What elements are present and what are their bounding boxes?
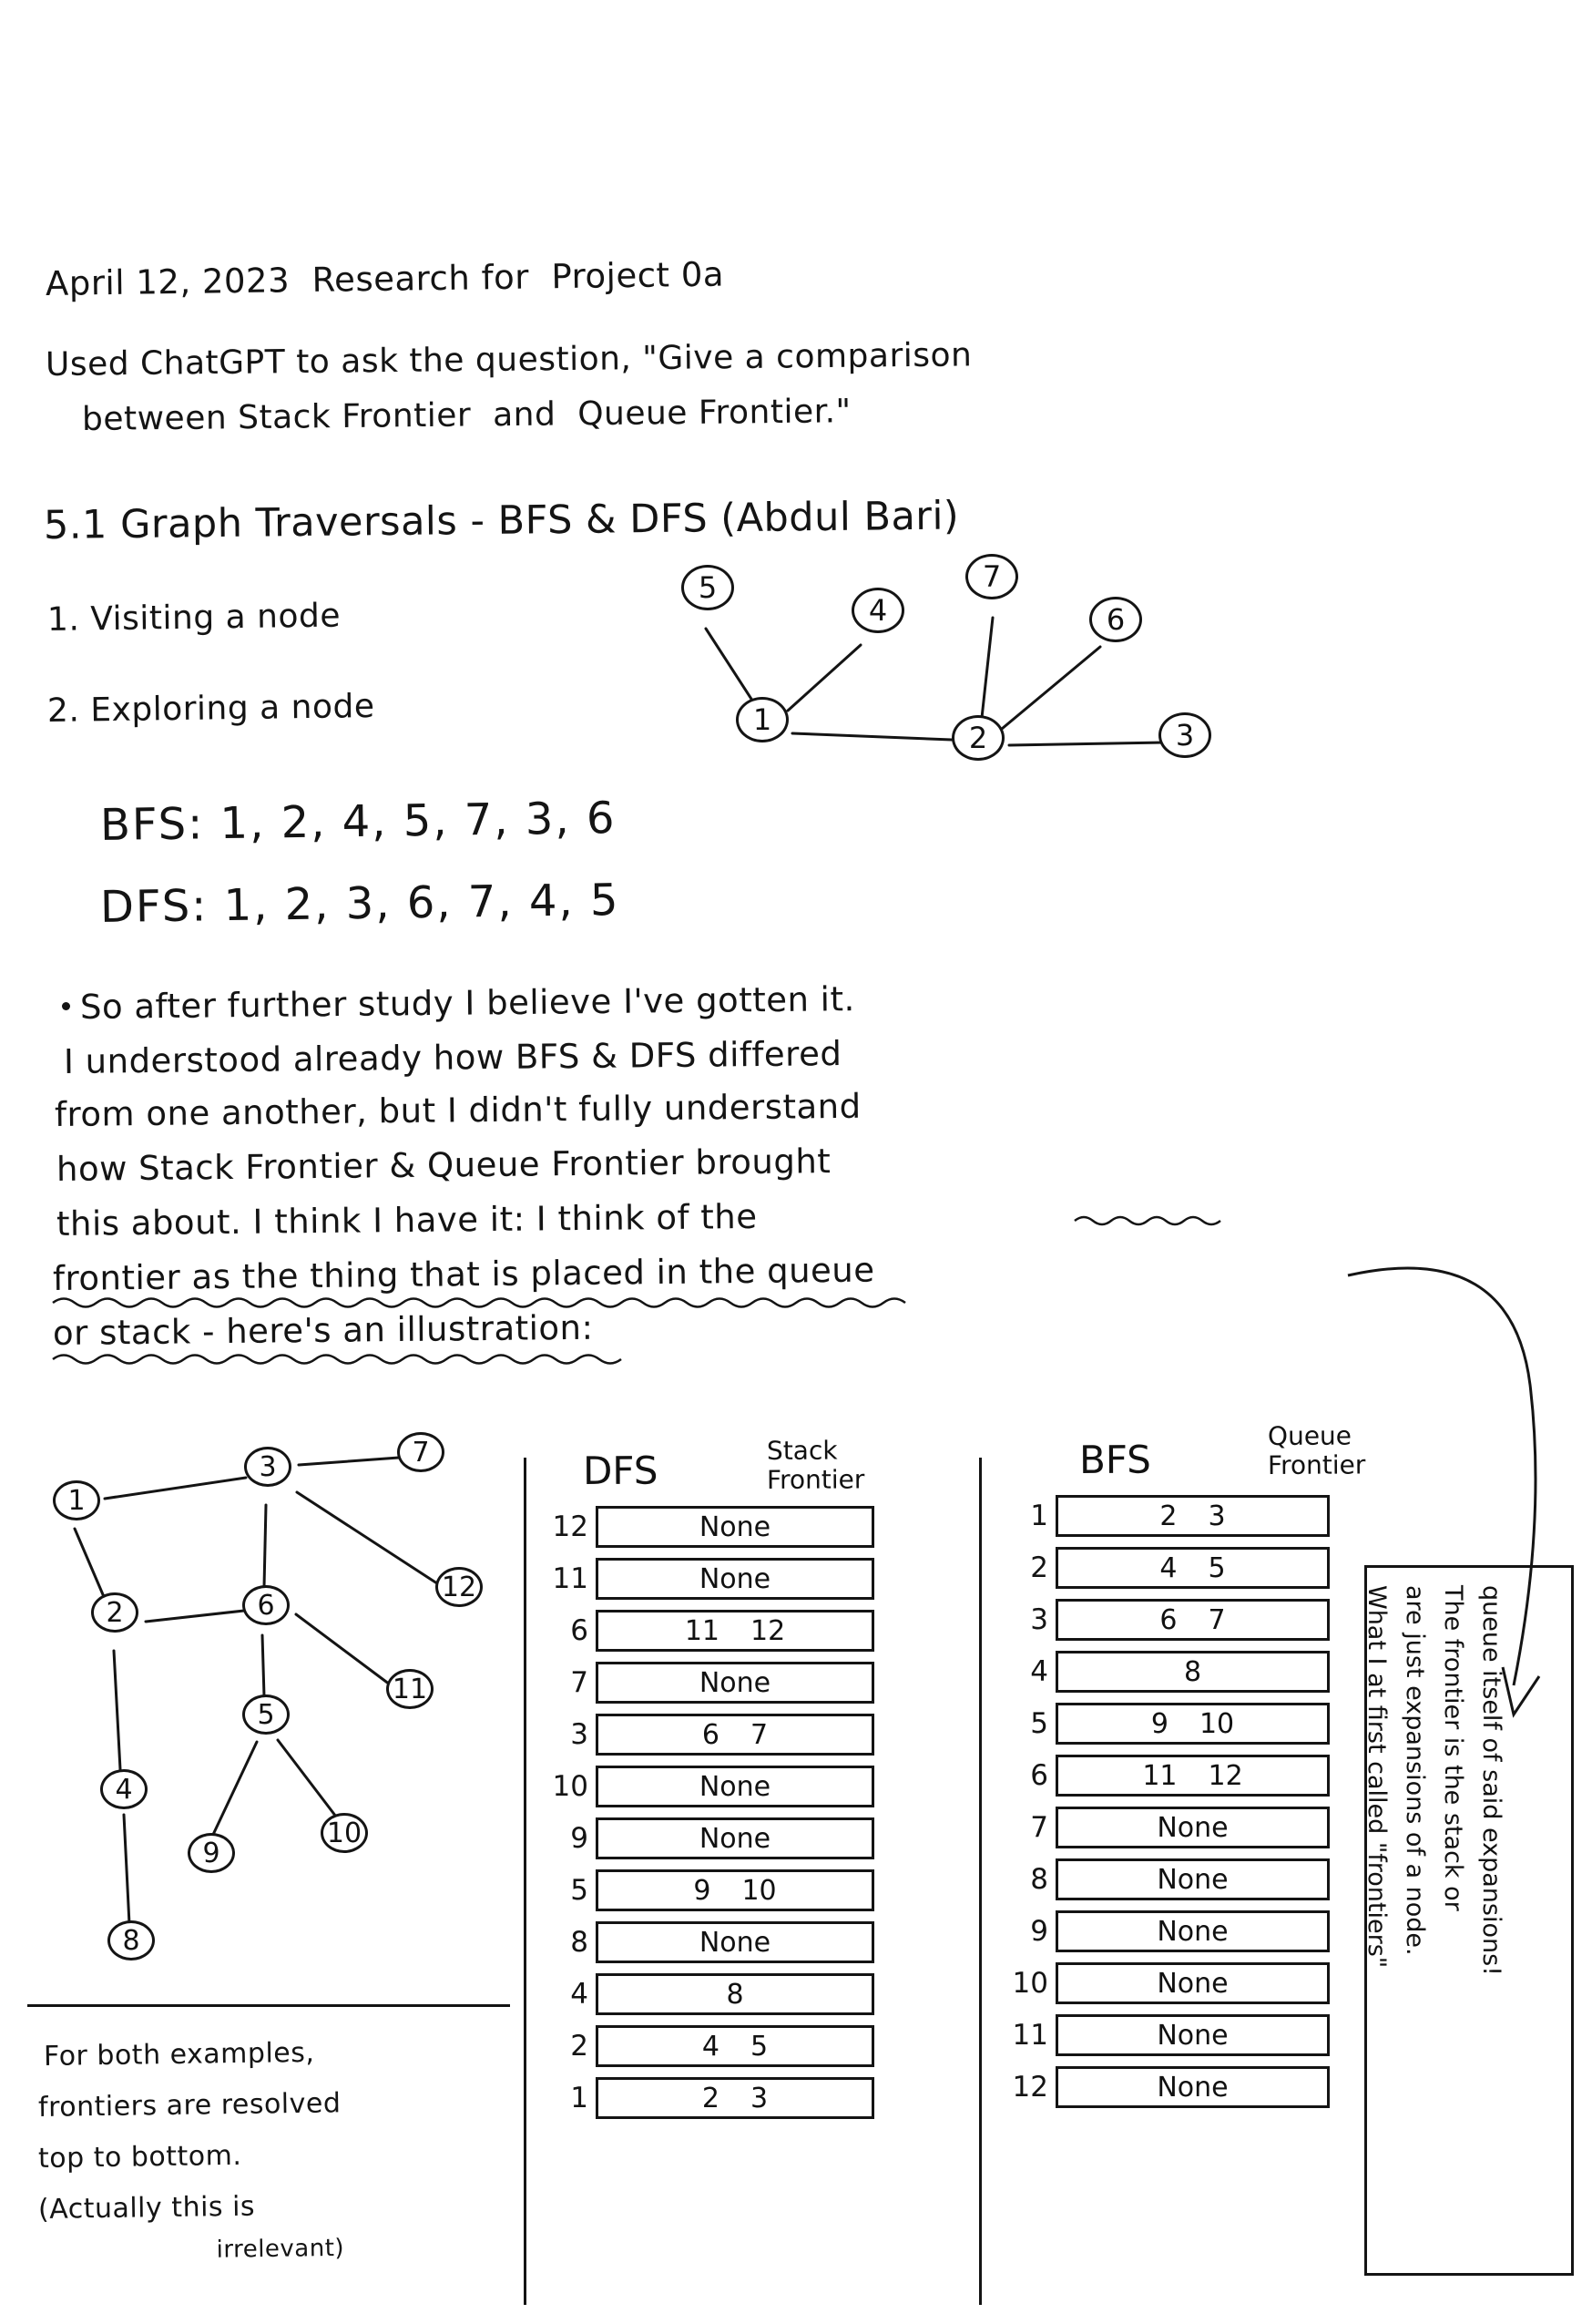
frontier-value: 7 [750, 1718, 769, 1751]
frontier-row [546, 1711, 874, 1758]
dfs-column-subtitle-2: Frontier [766, 1464, 865, 1495]
note-divider [27, 2004, 510, 2007]
frontier-box [596, 1869, 874, 1911]
frontier-box [1056, 1858, 1330, 1900]
date-research-line: April 12, 2023 Research for Project 0a [45, 254, 725, 303]
frontier-box [1056, 1962, 1330, 2004]
dfs-frontier-table [546, 1503, 874, 2126]
frontier-value: 12 [750, 1614, 786, 1647]
bfs-frontier-table [1006, 1492, 1330, 2115]
frontier-value: 9 [1150, 1707, 1168, 1740]
frontier-row [1006, 1960, 1330, 2007]
frontier-value: 8 [726, 1978, 744, 2011]
frontier-box [1056, 1755, 1330, 1797]
frontier-box [1056, 1547, 1330, 1589]
paragraph-line-3: from one another, but I didn't fully understand [54, 1086, 862, 1134]
dfs-column-title: DFS [582, 1448, 658, 1493]
frontier-index: 11 [552, 1562, 588, 1595]
frontier-row [546, 1607, 874, 1654]
frontier-value: 10 [741, 1874, 777, 1907]
frontier-value: 6 [1159, 1603, 1178, 1636]
intro-line-2: between Stack Frontier and Queue Frontier." [81, 393, 852, 438]
paragraph-line-6: frontier as the thing that is placed in the queue [52, 1250, 875, 1298]
frontier-box [596, 1817, 874, 1859]
graph-node: 1 [53, 1480, 100, 1520]
paragraph-line-5: this about. I think I have it: I think of the [56, 1196, 758, 1244]
dfs-result: DFS: 1, 2, 3, 6, 7, 4, 5 [99, 875, 620, 933]
frontier-box [596, 1506, 874, 1548]
graph-node: 12 [435, 1567, 483, 1607]
frontier-value: 4 [701, 2030, 719, 2063]
bottom-note-line-5: irrelevant) [136, 2234, 345, 2265]
bfs-result: BFS: 1, 2, 4, 5, 7, 3, 6 [99, 793, 617, 851]
dfs-column-subtitle-1: Stack [766, 1435, 838, 1466]
frontier-row [1006, 1596, 1330, 1643]
frontier-index: 4 [570, 1978, 588, 2011]
graph-node: 7 [965, 554, 1018, 599]
frontier-box [596, 1973, 874, 2015]
graph-node: 9 [188, 1833, 235, 1873]
frontier-value: None [699, 1510, 771, 1543]
frontier-index: 3 [1030, 1603, 1048, 1636]
frontier-row [546, 1815, 874, 1862]
graph-node: 10 [321, 1813, 368, 1853]
frontier-row [1006, 1804, 1330, 1851]
frontier-index: 9 [570, 1822, 588, 1855]
frontier-value: 2 [701, 2082, 719, 2114]
bfs-column-subtitle-1: Queue [1267, 1420, 1352, 1451]
frontier-row [546, 2022, 874, 2070]
frontier-value: None [1157, 1811, 1229, 1844]
frontier-value: 12 [1208, 1759, 1243, 1792]
frontier-index: 7 [570, 1666, 588, 1699]
intro-line-1: Used ChatGPT to ask the question, "Give a comparison [45, 336, 973, 384]
paragraph-line-1: So after further study I believe I've gotten it. [79, 979, 855, 1027]
frontier-row [546, 1867, 874, 1914]
graph-node: 1 [736, 697, 789, 742]
frontier-value: None [1157, 2019, 1229, 2052]
frontier-index: 9 [1030, 1915, 1048, 1948]
frontier-value: None [1157, 1863, 1229, 1896]
frontier-index: 12 [1012, 2071, 1048, 2104]
frontier-row [1006, 1908, 1330, 1955]
frontier-value: None [699, 1926, 771, 1959]
graph-node: 11 [386, 1669, 434, 1709]
frontier-index: 8 [570, 1926, 588, 1959]
frontier-box [1056, 1910, 1330, 1952]
frontier-row [546, 1555, 874, 1602]
frontier-box [1056, 1495, 1330, 1537]
frontier-row [546, 1971, 874, 2018]
frontier-value: None [699, 1666, 771, 1699]
bottom-note-line-3: top to bottom. [37, 2139, 242, 2175]
frontier-value: 3 [1208, 1500, 1226, 1532]
frontier-box [1056, 2014, 1330, 2056]
frontier-index: 5 [570, 1874, 588, 1907]
frontier-row [546, 1763, 874, 1810]
frontier-box [596, 1714, 874, 1756]
graph-node: 7 [397, 1432, 444, 1472]
frontier-value: 10 [1199, 1707, 1235, 1740]
frontier-value: 8 [1183, 1655, 1202, 1688]
bfs-column-subtitle-2: Frontier [1267, 1449, 1366, 1480]
frontier-index: 10 [1012, 1967, 1048, 2000]
frontier-row [546, 1659, 874, 1706]
graph-node: 5 [681, 565, 734, 610]
frontier-box [596, 1610, 874, 1652]
graph-node: 5 [242, 1694, 290, 1735]
frontier-row [1006, 2012, 1330, 2059]
section-item-2: 2. Exploring a node [46, 687, 375, 730]
frontier-index: 1 [570, 2082, 588, 2114]
frontier-value: None [699, 1562, 771, 1595]
frontier-value: 3 [750, 2082, 769, 2114]
graph-node: 3 [244, 1447, 291, 1487]
graph-node: 6 [1089, 597, 1142, 642]
frontier-value: None [1157, 1915, 1229, 1948]
section-heading: 5.1 Graph Traversals - BFS & DFS (Abdul Bari) [43, 493, 960, 548]
frontier-box [596, 1558, 874, 1600]
graph-node: 2 [91, 1592, 138, 1633]
graph-node: 8 [107, 1920, 155, 1961]
frontier-value: None [699, 1822, 771, 1855]
frontier-index: 7 [1030, 1811, 1048, 1844]
side-note-line-2: are just expansions of a node. [1401, 1585, 1429, 1956]
frontier-value: 11 [684, 1614, 719, 1647]
bottom-note-line-4: (Actually this is [37, 2190, 256, 2226]
frontier-row [1006, 1856, 1330, 1903]
frontier-index: 4 [1030, 1655, 1048, 1688]
frontier-box [1056, 2066, 1330, 2108]
graph-node: 2 [952, 715, 1005, 761]
frontier-box [1056, 1807, 1330, 1848]
paragraph-line-4: how Stack Frontier & Queue Frontier brought [56, 1142, 832, 1189]
frontier-value: None [1157, 2071, 1229, 2104]
bfs-column-title: BFS [1078, 1437, 1152, 1482]
frontier-value: 4 [1159, 1551, 1178, 1584]
frontier-value: 7 [1208, 1603, 1226, 1636]
frontier-row [1006, 1752, 1330, 1799]
frontier-row [1006, 2063, 1330, 2111]
frontier-index: 3 [570, 1718, 588, 1751]
panel-divider-left [524, 1458, 526, 2305]
frontier-index: 6 [1030, 1759, 1048, 1792]
frontier-box [596, 1766, 874, 1807]
frontier-value: None [699, 1770, 771, 1803]
bottom-note-line-1: For both examples, [43, 2036, 315, 2073]
side-note-box [1364, 1565, 1574, 2276]
frontier-index: 1 [1030, 1500, 1048, 1532]
graph-node: 3 [1158, 712, 1211, 758]
graph-node: 6 [242, 1585, 290, 1625]
paragraph-line-7: or stack - here's an illustration: [52, 1307, 594, 1353]
frontier-row [1006, 1648, 1330, 1695]
frontier-value: 11 [1142, 1759, 1178, 1792]
side-note-line-3: The frontier is the stack or [1439, 1585, 1467, 1911]
frontier-index: 11 [1012, 2019, 1048, 2052]
frontier-index: 10 [552, 1770, 588, 1803]
frontier-index: 6 [570, 1614, 588, 1647]
frontier-value: 5 [1208, 1551, 1226, 1584]
frontier-row [1006, 1544, 1330, 1592]
frontier-box [596, 1662, 874, 1704]
frontier-index: 2 [1030, 1551, 1048, 1584]
frontier-box [1056, 1599, 1330, 1641]
frontier-box [1056, 1651, 1330, 1693]
frontier-box [596, 1921, 874, 1963]
frontier-box [596, 2025, 874, 2067]
frontier-row [1006, 1700, 1330, 1747]
panel-divider-right [979, 1458, 982, 2305]
frontier-index: 5 [1030, 1707, 1048, 1740]
frontier-index: 2 [570, 2030, 588, 2063]
bottom-note-line-2: frontiers are resolved [37, 2087, 342, 2124]
frontier-value: 5 [750, 2030, 769, 2063]
side-note-line-1: What I at first called "frontiers" [1362, 1585, 1391, 1969]
graph-node: 4 [852, 588, 904, 633]
graph-node: 4 [100, 1769, 148, 1809]
frontier-row [546, 1503, 874, 1551]
frontier-index: 8 [1030, 1863, 1048, 1896]
frontier-row [546, 2074, 874, 2122]
frontier-row [1006, 1492, 1330, 1540]
frontier-value: None [1157, 1967, 1229, 2000]
section-item-1: 1. Visiting a node [46, 597, 342, 639]
frontier-box [1056, 1703, 1330, 1745]
frontier-row [546, 1919, 874, 1966]
paragraph-line-2: I understood already how BFS & DFS differed [63, 1034, 842, 1081]
frontier-box [596, 2077, 874, 2119]
frontier-value: 9 [693, 1874, 711, 1907]
frontier-index: 12 [552, 1510, 588, 1543]
frontier-value: 2 [1159, 1500, 1178, 1532]
side-note-line-4: queue itself of said expansions! [1477, 1585, 1505, 1976]
frontier-value: 6 [701, 1718, 719, 1751]
